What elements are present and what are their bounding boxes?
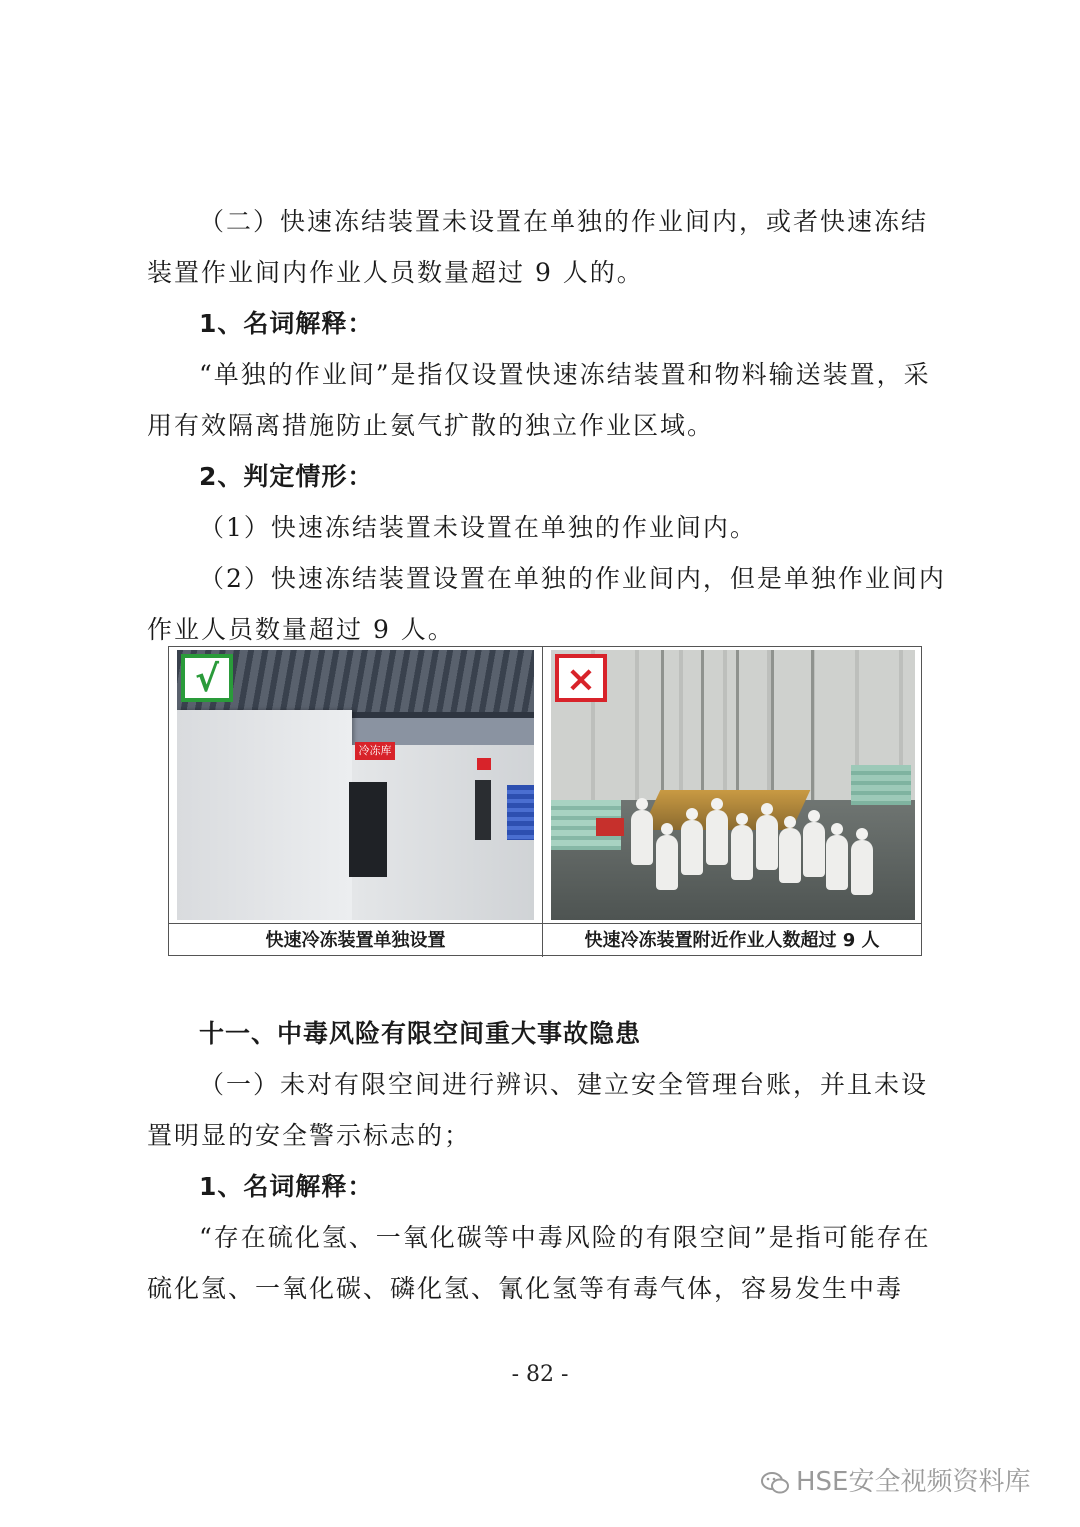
page-number: - 82 -: [511, 1362, 569, 1387]
watermark: [760, 1462, 1030, 1502]
section-eleven-term-text: “存在硫化氢、一氧化碳等中毒风险的有限空间”是指可能存在硫化氢、一氧化碳、磷化氢、氰化氢等有毒气体，容易发生中毒: [147, 1223, 931, 1303]
section-two-heading-paragraph: （二）快速冻结装置未设置在单独的作业间内，或者快速冻结装置作业间内作业人员数量超过 9 人的。: [147, 207, 929, 287]
judgement-item-2: （2）快速冻结装置设置在单独的作业间内，但是单独作业间内作业人员数量超过 9 人。: [147, 564, 946, 644]
section-eleven-title: 十一、中毒风险有限空间重大事故隐患: [199, 1019, 642, 1048]
section-eleven-term-title: 1、名词解释：: [199, 1172, 374, 1201]
check-icon: √: [181, 654, 233, 702]
caption-compliant: 快速冷冻装置单独设置: [169, 924, 543, 957]
wechat-icon: [760, 1470, 790, 1496]
comparison-figure: [168, 646, 922, 956]
judgement-title: 2、判定情形：: [199, 462, 374, 491]
term-explanation-title: 1、名词解释：: [199, 309, 374, 338]
crowded-workshop-photo: [551, 650, 915, 920]
caption-noncompliant: 快速冷冻装置附近作业人数超过 9 人: [584, 930, 880, 951]
cross-icon: ×: [555, 654, 607, 702]
cold-room-photo: [177, 650, 534, 920]
judgement-item-1: （1）快速冻结装置未设置在单独的作业间内。: [199, 513, 757, 542]
cold-storage-sign: 冷冻库: [355, 742, 395, 760]
figure-caption-row: [169, 923, 921, 956]
figure-cell-noncompliant: [543, 647, 921, 923]
watermark-text: HSE安全视频资料库: [796, 1467, 1031, 1497]
section-eleven-paragraph-one: （一）未对有限空间进行辨识、建立安全管理台账，并且未设置明显的安全警示标志的；: [147, 1070, 929, 1150]
figure-cell-compliant: [169, 647, 543, 923]
term-explanation-text: “单独的作业间”是指仅设置快速冻结装置和物料输送装置，采用有效隔离措施防止氨气扩散的独立作业区域。: [147, 360, 931, 440]
